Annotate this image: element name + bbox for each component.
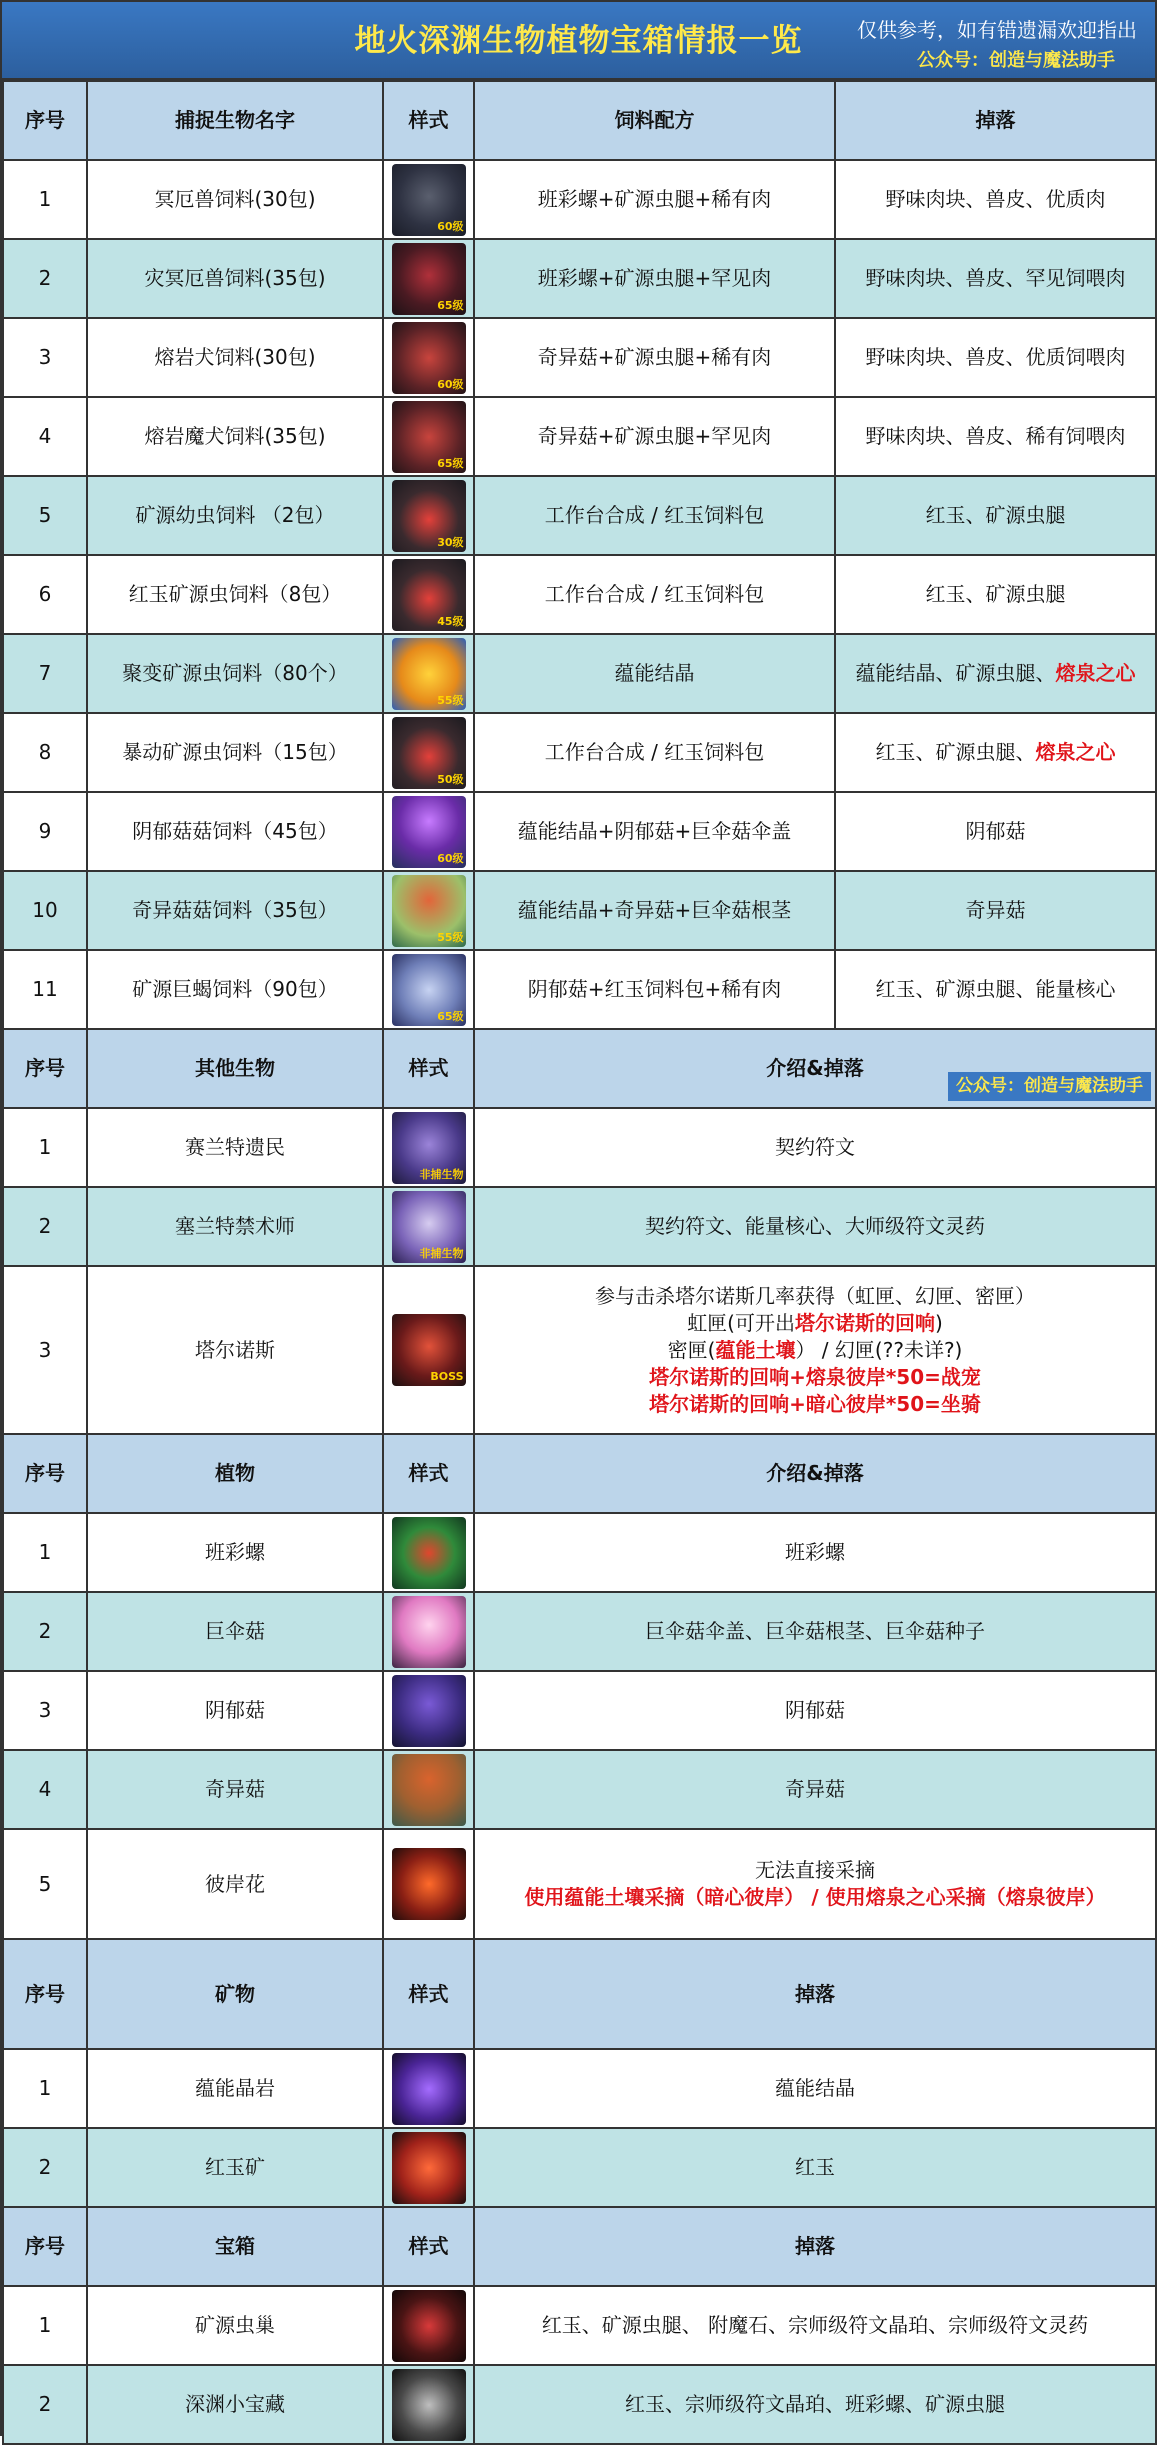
drop-highlight: 熔泉之心: [1055, 661, 1136, 685]
chests-header-row: [3, 2207, 1156, 2286]
table-row: [3, 1592, 1156, 1671]
row-no: 8: [3, 713, 87, 792]
scorpion-icon: [392, 954, 466, 1026]
header-no: 序号: [3, 2207, 87, 2286]
desc-line: [481, 1310, 1149, 1337]
level-label: 60级: [437, 377, 464, 391]
drop: 野味肉块、兽皮、稀有饲喂肉: [835, 397, 1156, 476]
table-row: [3, 634, 1156, 713]
wechat-tag: 公众号：创造与魔法助手: [948, 1072, 1151, 1101]
formula: 班彩螺+矿源虫腿+罕见肉: [474, 239, 835, 318]
table-row: [3, 2049, 1156, 2128]
odd-mushroom-icon: [392, 875, 466, 947]
table-row: [3, 397, 1156, 476]
desc-highlight: 塔尔诺斯的回响: [795, 1310, 935, 1335]
header-name: 植物: [87, 1434, 383, 1513]
drop: 野味肉块、兽皮、优质肉: [835, 160, 1156, 239]
row-no: 11: [3, 950, 87, 1029]
gloom-shroom-icon: [392, 1675, 466, 1747]
creature-name: 暴动矿源虫饲料（15包）: [87, 713, 383, 792]
larva-icon: [392, 480, 466, 552]
mineral-name: 蕴能晶岩: [87, 2049, 383, 2128]
riot-bug-icon: [392, 717, 466, 789]
drop: [835, 634, 1156, 713]
table-row: [3, 950, 1156, 1029]
creature-name: 熔岩魔犬饲料(35包): [87, 397, 383, 476]
row-no: 4: [3, 397, 87, 476]
level-label: 45级: [437, 614, 464, 628]
header-name: 矿物: [87, 1939, 383, 2049]
level-label: 55级: [437, 930, 464, 944]
creature-name: 赛兰特遗民: [87, 1108, 383, 1187]
snail-plant-icon: [392, 1517, 466, 1589]
table-row: [3, 476, 1156, 555]
drop: [835, 713, 1156, 792]
lava-demon-dog-icon: [392, 401, 466, 473]
header-style: 样式: [383, 1939, 474, 2049]
desc: 红玉、矿源虫腿、 附魔石、宗师级符文晶珀、宗师级符文灵药: [474, 2286, 1156, 2365]
desc: 红玉、宗师级符文晶珀、班彩螺、矿源虫腿: [474, 2365, 1156, 2444]
row-no: 2: [3, 239, 87, 318]
wechat-account: 公众号：创造与魔法助手: [917, 50, 1115, 71]
drop-plain: 红玉、矿源虫腿、: [875, 740, 1036, 764]
chest-name: 矿源虫巢: [87, 2286, 383, 2365]
formula: 蕴能结晶+阴郁菇+巨伞菇伞盖: [474, 792, 835, 871]
table-row: [3, 792, 1156, 871]
table-row: [3, 2286, 1156, 2365]
level-label: 65级: [437, 456, 464, 470]
header-style: 样式: [383, 2207, 474, 2286]
creature-name: 灾冥厄兽饲料(35包): [87, 239, 383, 318]
table-row: [3, 1513, 1156, 1592]
desc: 蕴能结晶: [474, 2049, 1156, 2128]
row-no: 6: [3, 555, 87, 634]
desc-line: 无法直接采摘: [755, 1858, 875, 1882]
formula: 工作台合成 / 红玉饲料包: [474, 713, 835, 792]
header-name: 其他生物: [87, 1029, 383, 1108]
row-no: 2: [3, 1187, 87, 1266]
table-row: [3, 160, 1156, 239]
desc: 契约符文: [474, 1108, 1156, 1187]
table-row: [3, 1750, 1156, 1829]
header-style: 样式: [383, 1029, 474, 1108]
creature-name: 矿源巨蝎饲料（90包）: [87, 950, 383, 1029]
badge-label: 非捕生物: [419, 1246, 464, 1260]
creature-name: 红玉矿源虫饲料（8包）: [87, 555, 383, 634]
row-no: 3: [3, 318, 87, 397]
desc-text: ): [935, 1310, 943, 1335]
desc: 契约符文、能量核心、大师级符文灵药: [474, 1187, 1156, 1266]
others-header-row: [3, 1029, 1156, 1108]
plant-name: 彼岸花: [87, 1829, 383, 1939]
desc-highlight: 蕴能土壤: [715, 1337, 796, 1362]
desc: [474, 1266, 1156, 1434]
info-table: [2, 80, 1157, 2445]
desc-line: 使用蕴能土壤采摘（暗心彼岸） / 使用熔泉之心采摘（熔泉彼岸）: [524, 1885, 1106, 1909]
desc: 红玉: [474, 2128, 1156, 2207]
desc-line: 参与击杀塔尔诺斯几率获得（虹匣、幻匣、密匣）: [595, 1283, 1035, 1308]
header-name: 宝箱: [87, 2207, 383, 2286]
creature-name: 塞兰特禁术师: [87, 1187, 383, 1266]
header-no: 序号: [3, 81, 87, 160]
desc: 巨伞菇伞盖、巨伞菇根茎、巨伞菇种子: [474, 1592, 1156, 1671]
desc: 班彩螺: [474, 1513, 1156, 1592]
row-no: 4: [3, 1750, 87, 1829]
row-no: 9: [3, 792, 87, 871]
level-label: 60级: [437, 851, 464, 865]
creature-name: 矿源幼虫饲料 （2包）: [87, 476, 383, 555]
header-style: 样式: [383, 1434, 474, 1513]
remnant-icon: [392, 1112, 466, 1184]
row-no: 1: [3, 2286, 87, 2365]
creature-name: 奇异菇菇饲料（35包）: [87, 871, 383, 950]
title-bar: [2, 2, 1155, 80]
plants-header-row: [3, 1434, 1156, 1513]
header-no: 序号: [3, 1029, 87, 1108]
header-desc: 介绍&掉落: [474, 1434, 1156, 1513]
header-name: 捕捉生物名字: [87, 81, 383, 160]
desc-line: 塔尔诺斯的回响+熔泉彼岸*50=战宠: [649, 1364, 981, 1389]
drop: 奇异菇: [835, 871, 1156, 950]
formula: 奇异菇+矿源虫腿+稀有肉: [474, 318, 835, 397]
table-row: [3, 2365, 1156, 2444]
table-row: [3, 2128, 1156, 2207]
header-formula: 饲料配方: [474, 81, 835, 160]
desc: 阴郁菇: [474, 1671, 1156, 1750]
plant-name: 阴郁菇: [87, 1671, 383, 1750]
drop: 阴郁菇: [835, 792, 1156, 871]
header-no: 序号: [3, 1939, 87, 2049]
row-no: 3: [3, 1266, 87, 1434]
dark-beast-icon: [392, 164, 466, 236]
abyss-chest-icon: [392, 2369, 466, 2441]
giant-mushroom-icon: [392, 1596, 466, 1668]
chest-name: 深渊小宝藏: [87, 2365, 383, 2444]
row-no: 7: [3, 634, 87, 713]
header-desc: 掉落: [474, 2207, 1156, 2286]
desc-text: 密匣(: [667, 1337, 716, 1362]
drop-plain: 蕴能结晶、矿源虫腿、: [855, 661, 1056, 685]
mineral-name: 红玉矿: [87, 2128, 383, 2207]
creatures-header-row: [3, 81, 1156, 160]
creature-name: 聚变矿源虫饲料（80个）: [87, 634, 383, 713]
row-no: 10: [3, 871, 87, 950]
desc: 奇异菇: [474, 1750, 1156, 1829]
level-label: 55级: [437, 693, 464, 707]
drop: 野味肉块、兽皮、优质饲喂肉: [835, 318, 1156, 397]
lava-dog-icon: [392, 322, 466, 394]
fusion-bug-icon: [392, 638, 466, 710]
minerals-header-row: [3, 1939, 1156, 2049]
plant-name: 班彩螺: [87, 1513, 383, 1592]
drop: 野味肉块、兽皮、罕见饲喂肉: [835, 239, 1156, 318]
table-row: [3, 318, 1156, 397]
header-desc-label: 介绍&掉落: [766, 1056, 864, 1080]
disclaimer-note: 仅供参考，如有错遗漏欢迎指出: [857, 18, 1137, 42]
level-label: 30级: [437, 535, 464, 549]
spider-lily-icon: [392, 1848, 466, 1920]
row-no: 1: [3, 1108, 87, 1187]
desc-line: [481, 1337, 1149, 1364]
table-row: [3, 1671, 1156, 1750]
row-no: 1: [3, 160, 87, 239]
table-row: [3, 713, 1156, 792]
table-row: [3, 1108, 1156, 1187]
creature-name: 熔岩犬饲料(30包): [87, 318, 383, 397]
drop: 红玉、矿源虫腿: [835, 476, 1156, 555]
creature-name: 塔尔诺斯: [87, 1266, 383, 1434]
forbidden-mage-icon: [392, 1191, 466, 1263]
desc-text: 虹匣(可开出: [687, 1310, 795, 1335]
header-style: 样式: [383, 81, 474, 160]
drop-highlight: 熔泉之心: [1035, 740, 1116, 764]
row-no: 2: [3, 1592, 87, 1671]
table-row: [3, 1266, 1156, 1434]
level-label: 65级: [437, 298, 464, 312]
ruby-bug-icon: [392, 559, 466, 631]
level-label: 65级: [437, 1009, 464, 1023]
drop: 红玉、矿源虫腿: [835, 555, 1156, 634]
row-no: 3: [3, 1671, 87, 1750]
odd-shroom-icon: [392, 1754, 466, 1826]
formula: 班彩螺+矿源虫腿+稀有肉: [474, 160, 835, 239]
formula: 蕴能结晶+奇异菇+巨伞菇根茎: [474, 871, 835, 950]
plant-name: 巨伞菇: [87, 1592, 383, 1671]
bug-nest-icon: [392, 2290, 466, 2362]
gloom-mushroom-icon: [392, 796, 466, 868]
desc-text: ） / 幻匣(??未详?): [795, 1337, 963, 1362]
level-label: 60级: [437, 219, 464, 233]
row-no: 1: [3, 2049, 87, 2128]
formula: 工作台合成 / 红玉饲料包: [474, 555, 835, 634]
table-row: [3, 1829, 1156, 1939]
desc-line: 塔尔诺斯的回响+暗心彼岸*50=坐骑: [649, 1391, 981, 1416]
desc: [474, 1829, 1156, 1939]
creature-name: 阴郁菇菇饲料（45包）: [87, 792, 383, 871]
row-no: 2: [3, 2365, 87, 2444]
level-label: 50级: [437, 772, 464, 786]
header-drop: 掉落: [835, 81, 1156, 160]
creature-name: 冥厄兽饲料(30包): [87, 160, 383, 239]
page-title: 地火深渊生物植物宝箱情报一览: [354, 23, 803, 59]
drop: 红玉、矿源虫腿、能量核心: [835, 950, 1156, 1029]
red-beast-icon: [392, 243, 466, 315]
boss-icon: [392, 1314, 466, 1386]
formula: 蕴能结晶: [474, 634, 835, 713]
table-row: [3, 871, 1156, 950]
row-no: 5: [3, 1829, 87, 1939]
row-no: 5: [3, 476, 87, 555]
ruby-ore-icon: [392, 2132, 466, 2204]
crystal-rock-icon: [392, 2053, 466, 2125]
header-no: 序号: [3, 1434, 87, 1513]
row-no: 2: [3, 2128, 87, 2207]
table-row: [3, 1187, 1156, 1266]
formula: 奇异菇+矿源虫腿+罕见肉: [474, 397, 835, 476]
header-desc: [474, 1029, 1156, 1108]
table-row: [3, 555, 1156, 634]
badge-label: BOSS: [430, 1370, 464, 1384]
badge-label: 非捕生物: [419, 1167, 464, 1181]
formula: 阴郁菇+红玉饲料包+稀有肉: [474, 950, 835, 1029]
formula: 工作台合成 / 红玉饲料包: [474, 476, 835, 555]
header-desc: 掉落: [474, 1939, 1156, 2049]
table-row: [3, 239, 1156, 318]
row-no: 1: [3, 1513, 87, 1592]
plant-name: 奇异菇: [87, 1750, 383, 1829]
